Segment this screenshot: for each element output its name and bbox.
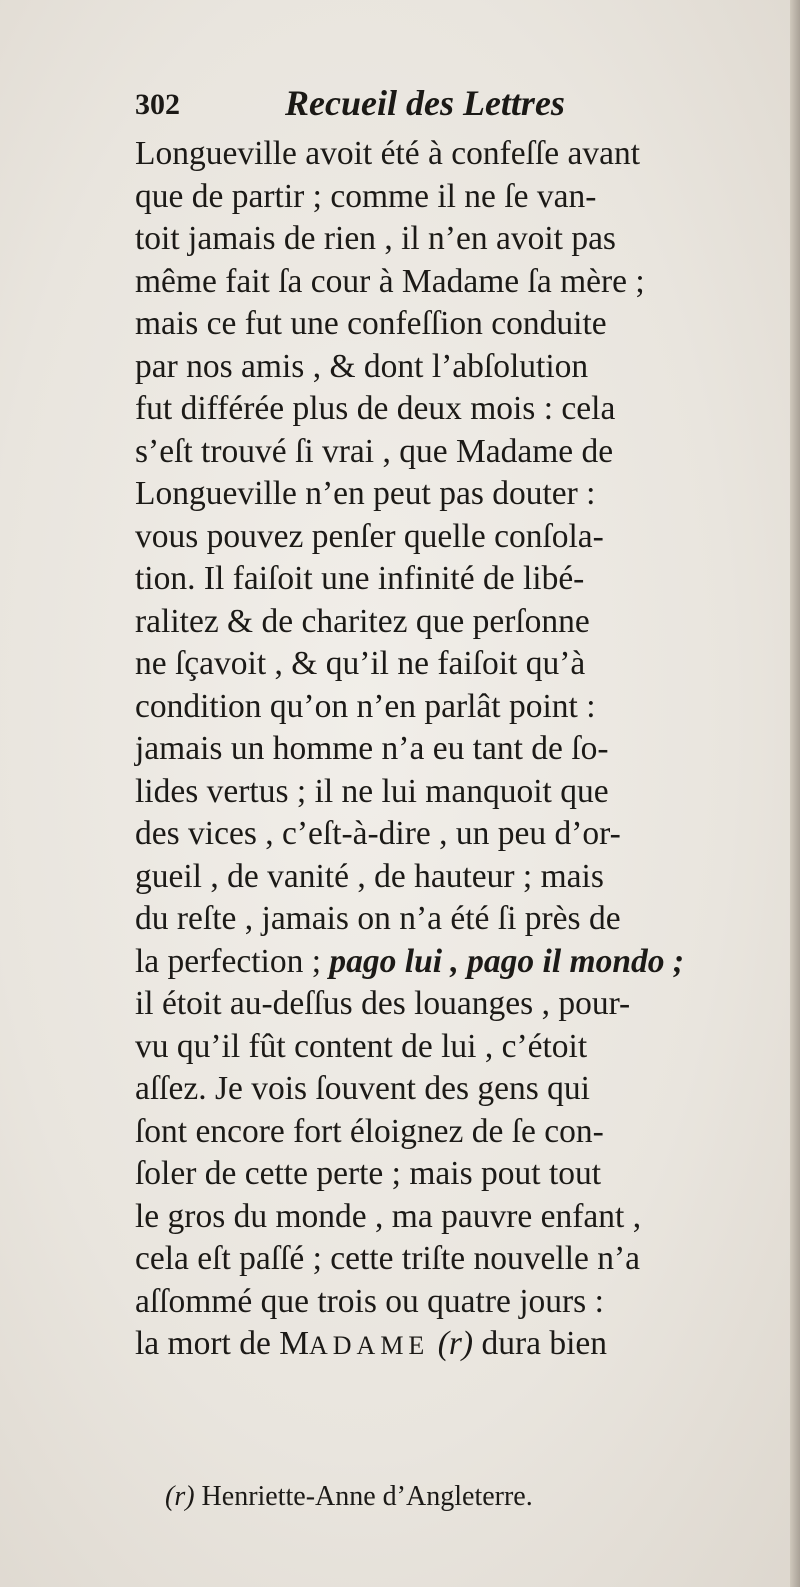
text-line: toit jamais de rien , il n’en avoit pas [135,220,616,257]
text-line: aſſez. Je vois ſouvent des gens qui [135,1070,590,1107]
text-line: il étoit au-deſſus des louanges , pour- [135,985,631,1022]
italic-phrase: pago lui , pago il mondo ; [329,942,684,980]
footnote-marker: (r) [165,1481,195,1512]
footnote-text: Henriette-Anne d’Angleterre. [194,1481,533,1512]
text-line: tion. Il faiſoit une infinité de libé- [135,560,585,597]
text-line: gueil , de vanité , de hauteur ; mais [135,857,604,895]
text-line: condition qu’on n’en parlât point : [135,687,596,725]
text-line: ralitez & de charitez que perſonne [135,602,590,640]
text-line-last [135,1323,795,1366]
text-line: Longueville n’en peut pas douter : [135,475,596,512]
text-line: que de partir ; comme il ne ſe van- [135,177,597,215]
text-line: ſoler de cette perte ; mais pout tout [135,1155,602,1192]
text-line: par nos amis , & dont l’abſolution [135,347,589,385]
page-header [135,83,695,138]
text-line: ſont encore fort éloignez de ſe con- [135,1112,604,1150]
text-line: Longueville avoit été à confeſſe avant [135,135,641,172]
text-line: s’eſt trouvé ſi vrai , que Madame de [135,432,614,470]
text-line: du reſte , jamais on n’a été ſi près de [135,900,621,937]
page-number: 302 [135,88,180,121]
text-line: vu qu’il fût content de lui , c’étoit [135,1027,588,1065]
text-line-with-italic [135,941,795,984]
text-line: même fait ſa cour à Madame ſa mère ; [135,262,645,300]
footnote [165,1481,765,1513]
text-line: fut différée plus de deux mois : cela [135,390,616,427]
text-line: vous pouvez penſer quelle conſola- [135,517,604,555]
text-line: lides vertus ; il ne lui manquoit que [135,772,609,810]
text-line: aſſommé que trois ou quatre jours : [135,1282,604,1320]
text-line: ne ſçavoit , & qu’il ne faiſoit qu’à [135,645,586,682]
small-caps-word: ADAME [308,1331,430,1360]
text-segment: dura bien [473,1325,608,1362]
text-segment: la perfection ; [135,942,330,980]
footnote-reference: (r) [437,1325,474,1362]
text-line: le gros du monde , ma pauvre enfant , [135,1197,642,1235]
text-line: mais ce fut une confeſſion conduite [135,305,607,342]
running-title: Recueil des Lettres [285,83,565,123]
text-segment: la mort de M [135,1325,309,1362]
text-line: des vices , c’eſt-à-dire , un peu d’or- [135,815,621,852]
body-text [135,133,795,1366]
text-line: jamais un homme n’a eu tant de ſo- [135,730,609,767]
text-line: cela eſt paſſé ; cette triſte nouvelle n’a [135,1240,641,1277]
